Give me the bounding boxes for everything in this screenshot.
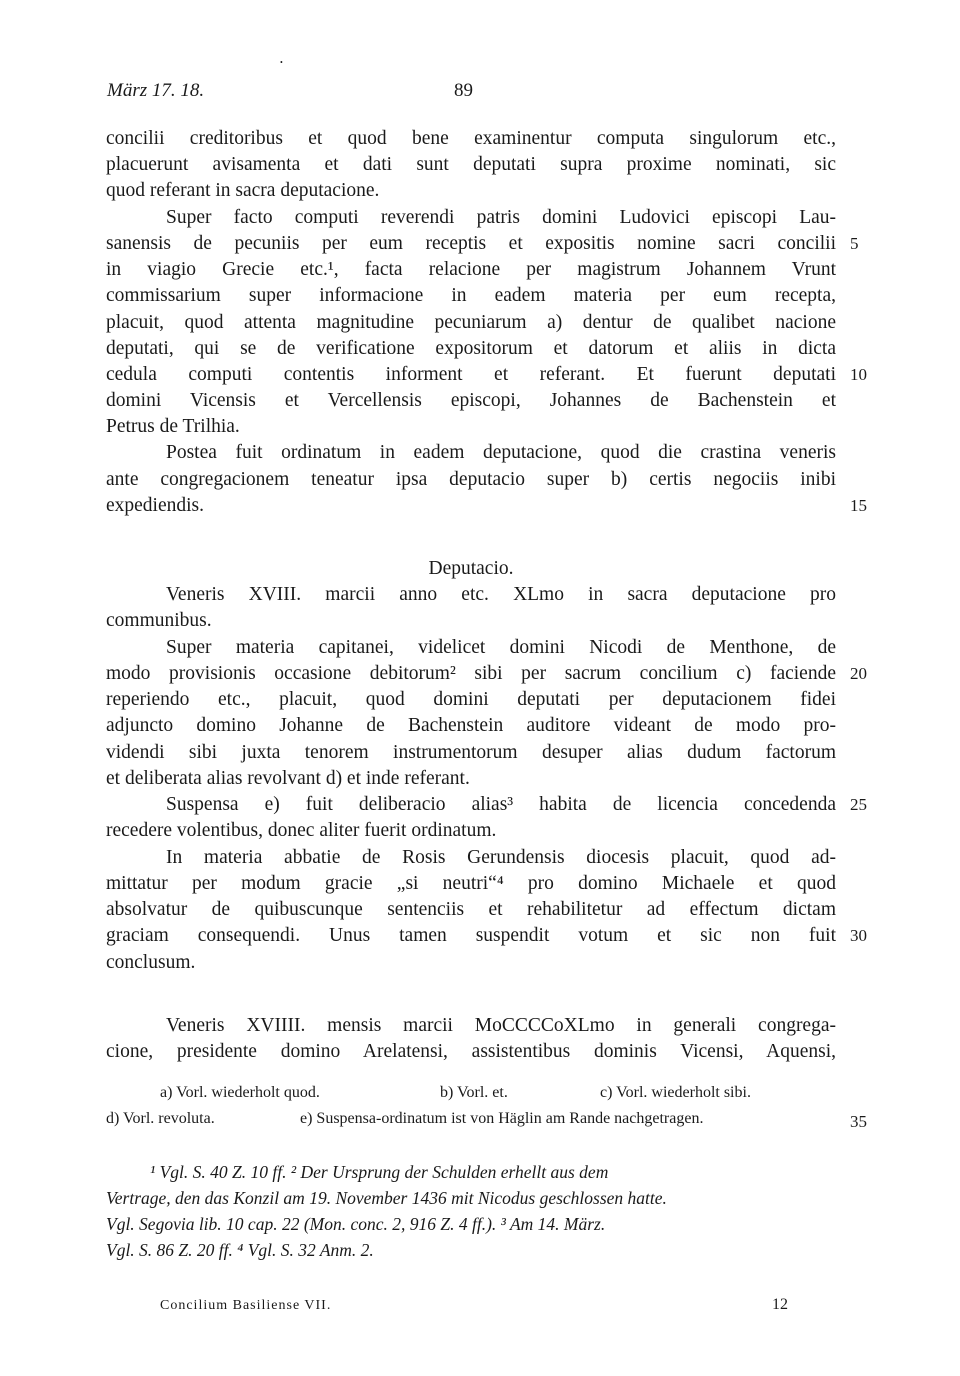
line-number: 20: [850, 664, 867, 683]
text-line: cedula computi contentis informent et referant. Et fuerunt deputati: [106, 364, 836, 385]
text-line: deputati, qui se de verificatione expositorum et datorum et aliis in dicta: [106, 338, 836, 359]
text-line: expediendis.: [106, 495, 205, 516]
text-line: quod referant in sacra deputacione.: [106, 180, 380, 201]
text-line: Petrus de Trilhia.: [106, 416, 240, 437]
signature-line: Concilium Basiliense VII.: [160, 1298, 332, 1313]
text-line: graciam consequendi. Unus tamen suspendit votum et sic non fuit: [106, 925, 836, 946]
variant-note: d) Vorl. revoluta.: [106, 1110, 215, 1127]
variant-note: c) Vorl. wiederholt sibi.: [600, 1084, 751, 1101]
text-line: placuit, quod attenta magnitudine pecuniarum a) dentur de qualibet nacione: [106, 312, 836, 333]
line-number: 35: [850, 1112, 867, 1131]
text-line: ante congregacionem teneatur ipsa deputacio super b) certis negociis inibi: [106, 469, 836, 490]
text-line: absolvatur de quibuscunque sentenciis et rehabilitetur ad effectum dictam: [106, 899, 836, 920]
footnote-line: Vgl. S. 86 Z. 20 ff. ⁴ Vgl. S. 32 Anm. 2.: [106, 1240, 374, 1260]
text-line: Super materia capitanei, videlicet domini Nicodi de Menthone, de: [166, 637, 836, 658]
footnote-line: ¹ Vgl. S. 40 Z. 10 ff. ² Der Ursprung der Schulden erhellt aus dem: [150, 1162, 609, 1182]
running-head: März 17. 18.: [107, 80, 205, 101]
text-line: Suspensa e) fuit deliberacio alias³ habita de licencia concedenda: [166, 794, 836, 815]
text-line: in viagio Grecie etc.¹, facta relacione per magistrum Johannem Vrunt: [106, 259, 836, 280]
text-line: commissarium super informacione in eadem materia per eum recepta,: [106, 285, 836, 306]
text-line: cione, presidente domino Arelatensi, assistentibus dominis Vicensi, Aquensi,: [106, 1041, 836, 1062]
line-number: 25: [850, 795, 867, 814]
page-number: 89: [454, 80, 473, 101]
text-line: Veneris XVIIII. mensis marcii MoCCCCoXLmo in generali congrega-: [166, 1015, 836, 1036]
text-line: concilii creditoribus et quod bene examinentur computa singulorum etc.,: [106, 128, 836, 149]
text-line: domini Vicensis et Vercellensis episcopi, Johannes de Bachenstein et: [106, 390, 836, 411]
text-line: conclusum.: [106, 952, 196, 973]
text-line: recedere volentibus, donec aliter fuerit ordinatum.: [106, 820, 497, 841]
text-line: placuerunt avisamenta et dati sunt deputati supra proxime nominati, sic: [106, 154, 836, 175]
variant-note: e) Suspensa-ordinatum ist von Häglin am Rande nachgetragen.: [300, 1110, 704, 1127]
section-heading: Deputacio.: [428, 558, 514, 579]
line-number: 5: [850, 234, 859, 253]
variant-note: b) Vorl. et.: [440, 1084, 508, 1101]
footnote-line: Vgl. Segovia lib. 10 cap. 22 (Mon. conc. 2, 916 Z. 4 ff.). ³ Am 14. März.: [106, 1214, 606, 1234]
line-number: 10: [850, 365, 867, 384]
speck-mark: •: [280, 58, 283, 67]
text-line: adjuncto domino Johanne de Bachenstein auditore videant de modo pro-: [106, 715, 836, 736]
text-line: et deliberata alias revolvant d) et inde referant.: [106, 768, 470, 789]
footnote-line: Vertrage, den das Konzil am 19. November 1436 mit Nicodus geschlossen hatte.: [106, 1188, 667, 1208]
text-line: Veneris XVIII. marcii anno etc. XLmo in sacra deputacione pro: [166, 584, 836, 605]
text-line: videndi sibi juxta tenorem instrumentorum desuper alias dudum factorum: [106, 742, 836, 763]
line-number: 30: [850, 926, 867, 945]
text-line: reperiendo etc., placuit, quod domini deputati per deputacionem fidei: [106, 689, 836, 710]
text-line: modo provisionis occasione debitorum² sibi per sacrum concilium c) faciende: [106, 663, 836, 684]
sheet-number: 12: [772, 1296, 788, 1313]
text-line: communibus.: [106, 610, 212, 631]
text-line: sanensis de pecuniis per eum receptis et expositis nomine sacri concilii: [106, 233, 836, 254]
variant-note: a) Vorl. wiederholt quod.: [160, 1084, 320, 1101]
line-number: 15: [850, 496, 867, 515]
text-line: Super facto computi reverendi patris domini Ludovici episcopi Lau-: [166, 207, 836, 228]
text-line: In materia abbatie de Rosis Gerundensis diocesis placuit, quod ad-: [166, 847, 836, 868]
text-line: mittatur per modum gracie „si neutri“⁴ pro domino Michaele et quod: [106, 873, 836, 894]
text-line: Postea fuit ordinatum in eadem deputacione, quod die crastina veneris: [166, 442, 836, 463]
